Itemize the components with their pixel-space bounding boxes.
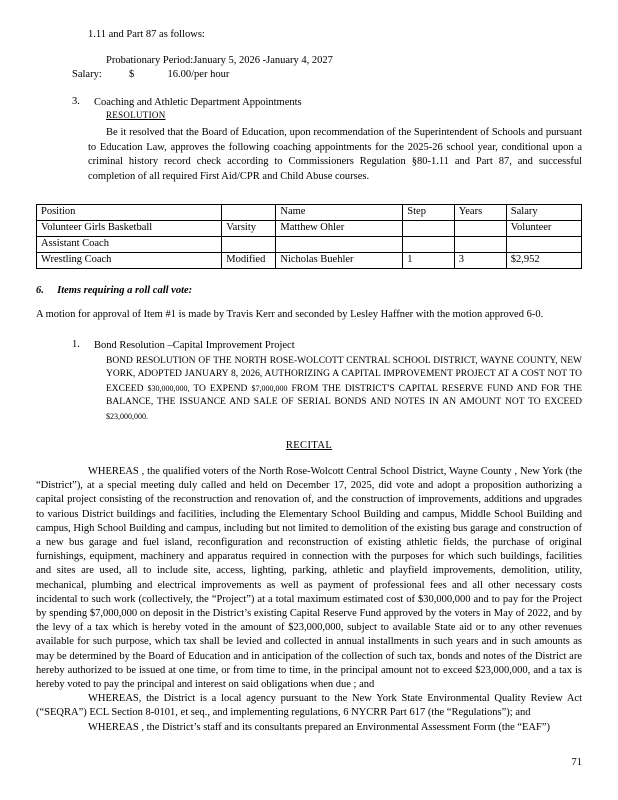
whereas-clause-1	[36, 465, 582, 692]
row1-level: Modified	[222, 253, 276, 269]
recital-heading: RECITAL	[285, 440, 333, 451]
row0-level: Varsity	[222, 221, 276, 237]
header-years: Years	[454, 205, 506, 221]
header-level	[222, 205, 276, 221]
salary-currency: $	[129, 69, 135, 80]
agenda-item-3-title: Coaching and Athletic Department Appointments	[94, 97, 302, 108]
table-row	[37, 253, 582, 269]
row0-level-cont	[222, 237, 276, 253]
row0-salary-cont	[506, 237, 581, 253]
whereas-clause-3	[36, 721, 582, 735]
motion-text: A motion for approval of Item #1 is made by Travis Kerr and seconded by Lesley Haffner with the motion approved 6-0.	[36, 309, 544, 320]
bond-part-3: TO EXPEND	[189, 383, 252, 394]
row0-step	[403, 221, 454, 237]
agenda-item-1-title: Bond Resolution –Capital Improvement Project	[94, 339, 295, 351]
row1-salary: $2,952	[506, 253, 581, 269]
agenda-item-1-number: 1.	[72, 338, 80, 350]
whereas-clause-2-text: WHEREAS, the District is a local agency pursuant to the New York State Environmental Quality Review Act (“SEQRA”) ECL Section 8-0101, et seq., and implementing regulations, 6 NYCRR Part 617 (the “Regulations”); and	[36, 693, 582, 719]
document-content	[36, 28, 582, 735]
row0-salary: Volunteer	[506, 221, 581, 237]
bond-resolution-text	[106, 355, 582, 425]
salary-value: 16.00/per hour	[167, 69, 230, 80]
row0-position-cont: Assistant Coach	[37, 237, 222, 253]
bond-amount-7m: $7,000,000	[251, 383, 288, 393]
section-6-number: 6.	[36, 285, 44, 296]
row0-years	[454, 221, 506, 237]
header-step: Step	[403, 205, 454, 221]
bond-part-1: BOND RESOLUTION OF THE NORTH ROSE-WOLCOTT CENTRAL SCHOOL DISTRICT, WAYNE COUNTY, NEW YORK, ADOPTED JANUARY 8, 2026, AUTHORIZING A CAPITAL IMPROVEMENT PROJECT AT A COST NOT TO EXCEED	[106, 355, 582, 394]
probationary-period-value: January 5, 2026 -January 4, 2027	[193, 55, 333, 66]
bond-amount-30m: $30,000,000,	[147, 383, 190, 393]
salary-label: Salary:	[72, 69, 102, 80]
whereas-clause-1-text: WHEREAS , the qualified voters of the North Rose-Wolcott Central School District, Wayne County , New York (the “District”), at a special meeting duly called and held on December 17, 2025, did vote and adopt a proposition authorizing a capital project consisting of the reconstruction and renovation of, and the construction of improvements, additions and upgrades to various District buildings and facilities, including the Elementary School Building and campus, Middle School Building and campus, High School Building and campus, including but not limited to demolition of the existing bus garage and construction of a new bus garage and fuel island, reconfiguration and reconstruction of existing athletic fields, the purchase of original furnishings, equipment, machinery and apparatus required in connection with the purposes for which such buildings, facilities and sites are used, all to include site, access, lighting, parking, athletic and playfield improvements, demolition, utility, mechanical, plumbing and electrical improvements as well as payment of professional fees and all other necessary costs incidental to such work (collectively, the “Project”) at a total maximum estimated cost of $30,000,000 and to pay for the Project by spending $7,000,000 on deposit in the District’s existing Capital Reserve Fund approved by the voters in May of 2022, and by the levy of a tax which is hereby voted in the amount of $23,000,000, subject to available State aid or to any other revenues available for such purpose, which tax shall be levied and collected in annual installments in such years and in such amounts as may be determined by the Board of Education and in anticipation of the collection of such tax, bonds and notes of the District are hereby authorized to be issued at one time, or from time to time, in the principal amount not to exceed $23,000,000, and a tax is hereby voted to pay the principal and interest on said obligations when due ; and	[36, 466, 582, 691]
agenda-item-3-number: 3.	[72, 96, 80, 107]
bond-amount-23m: $23,000,000.	[106, 411, 148, 421]
whereas-clause-2	[36, 692, 582, 720]
continuation-line: 1.11 and Part 87 as follows:	[88, 29, 205, 40]
section-6-heading	[36, 285, 582, 296]
row1-name: Nicholas Buehler	[276, 253, 403, 269]
probationary-block	[106, 54, 582, 68]
row1-years: 3	[454, 253, 506, 269]
row0-years-cont	[454, 237, 506, 253]
table-header-row	[37, 205, 582, 221]
table-row	[37, 237, 582, 253]
whereas-clause-3-text: WHEREAS , the District’s staff and its consultants prepared an Environmental Assessment Form (the “EAF”)	[88, 721, 551, 733]
appointments-table	[36, 204, 582, 269]
agenda-item-3	[72, 96, 582, 110]
salary-row	[72, 68, 582, 82]
row0-step-cont	[403, 237, 454, 253]
section-6-title: Items requiring a roll call vote:	[57, 285, 193, 296]
probationary-period-label: Probationary Period:	[106, 55, 194, 66]
row1-step: 1	[403, 253, 454, 269]
row1-position: Wrestling Coach	[37, 253, 222, 269]
header-salary: Salary	[506, 205, 581, 221]
resolution-label: RESOLUTION	[106, 110, 166, 120]
header-name: Name	[276, 205, 403, 221]
row0-name-cont	[276, 237, 403, 253]
agenda-item-1	[72, 339, 582, 353]
bond-part-5: FROM THE DISTRICT'S CAPITAL RESERVE FUND AND FOR THE BALANCE, THE ISSUANCE AND SALE OF SERIAL BONDS AND NOTES IN AN AMOUNT NOT TO EXCEED	[106, 383, 582, 407]
header-position: Position	[37, 205, 222, 221]
row0-name: Matthew Ohler	[276, 221, 403, 237]
page-number: 71	[571, 757, 582, 768]
table-row	[37, 221, 582, 237]
row0-position: Volunteer Girls Basketball	[37, 221, 222, 237]
resolution-body: Be it resolved that the Board of Education, upon recommendation of the Superintendent of Schools and pursuant to Education Law, approves the following coaching appointments for the 2025-26 school year, conditional upon a criminal history record check according to Commissioners Regulation §80-1.11 and Part 87, and successful completion of all required First Aid/CPR and Child Abuse courses.	[88, 127, 582, 182]
probationary-period-line	[106, 54, 582, 68]
